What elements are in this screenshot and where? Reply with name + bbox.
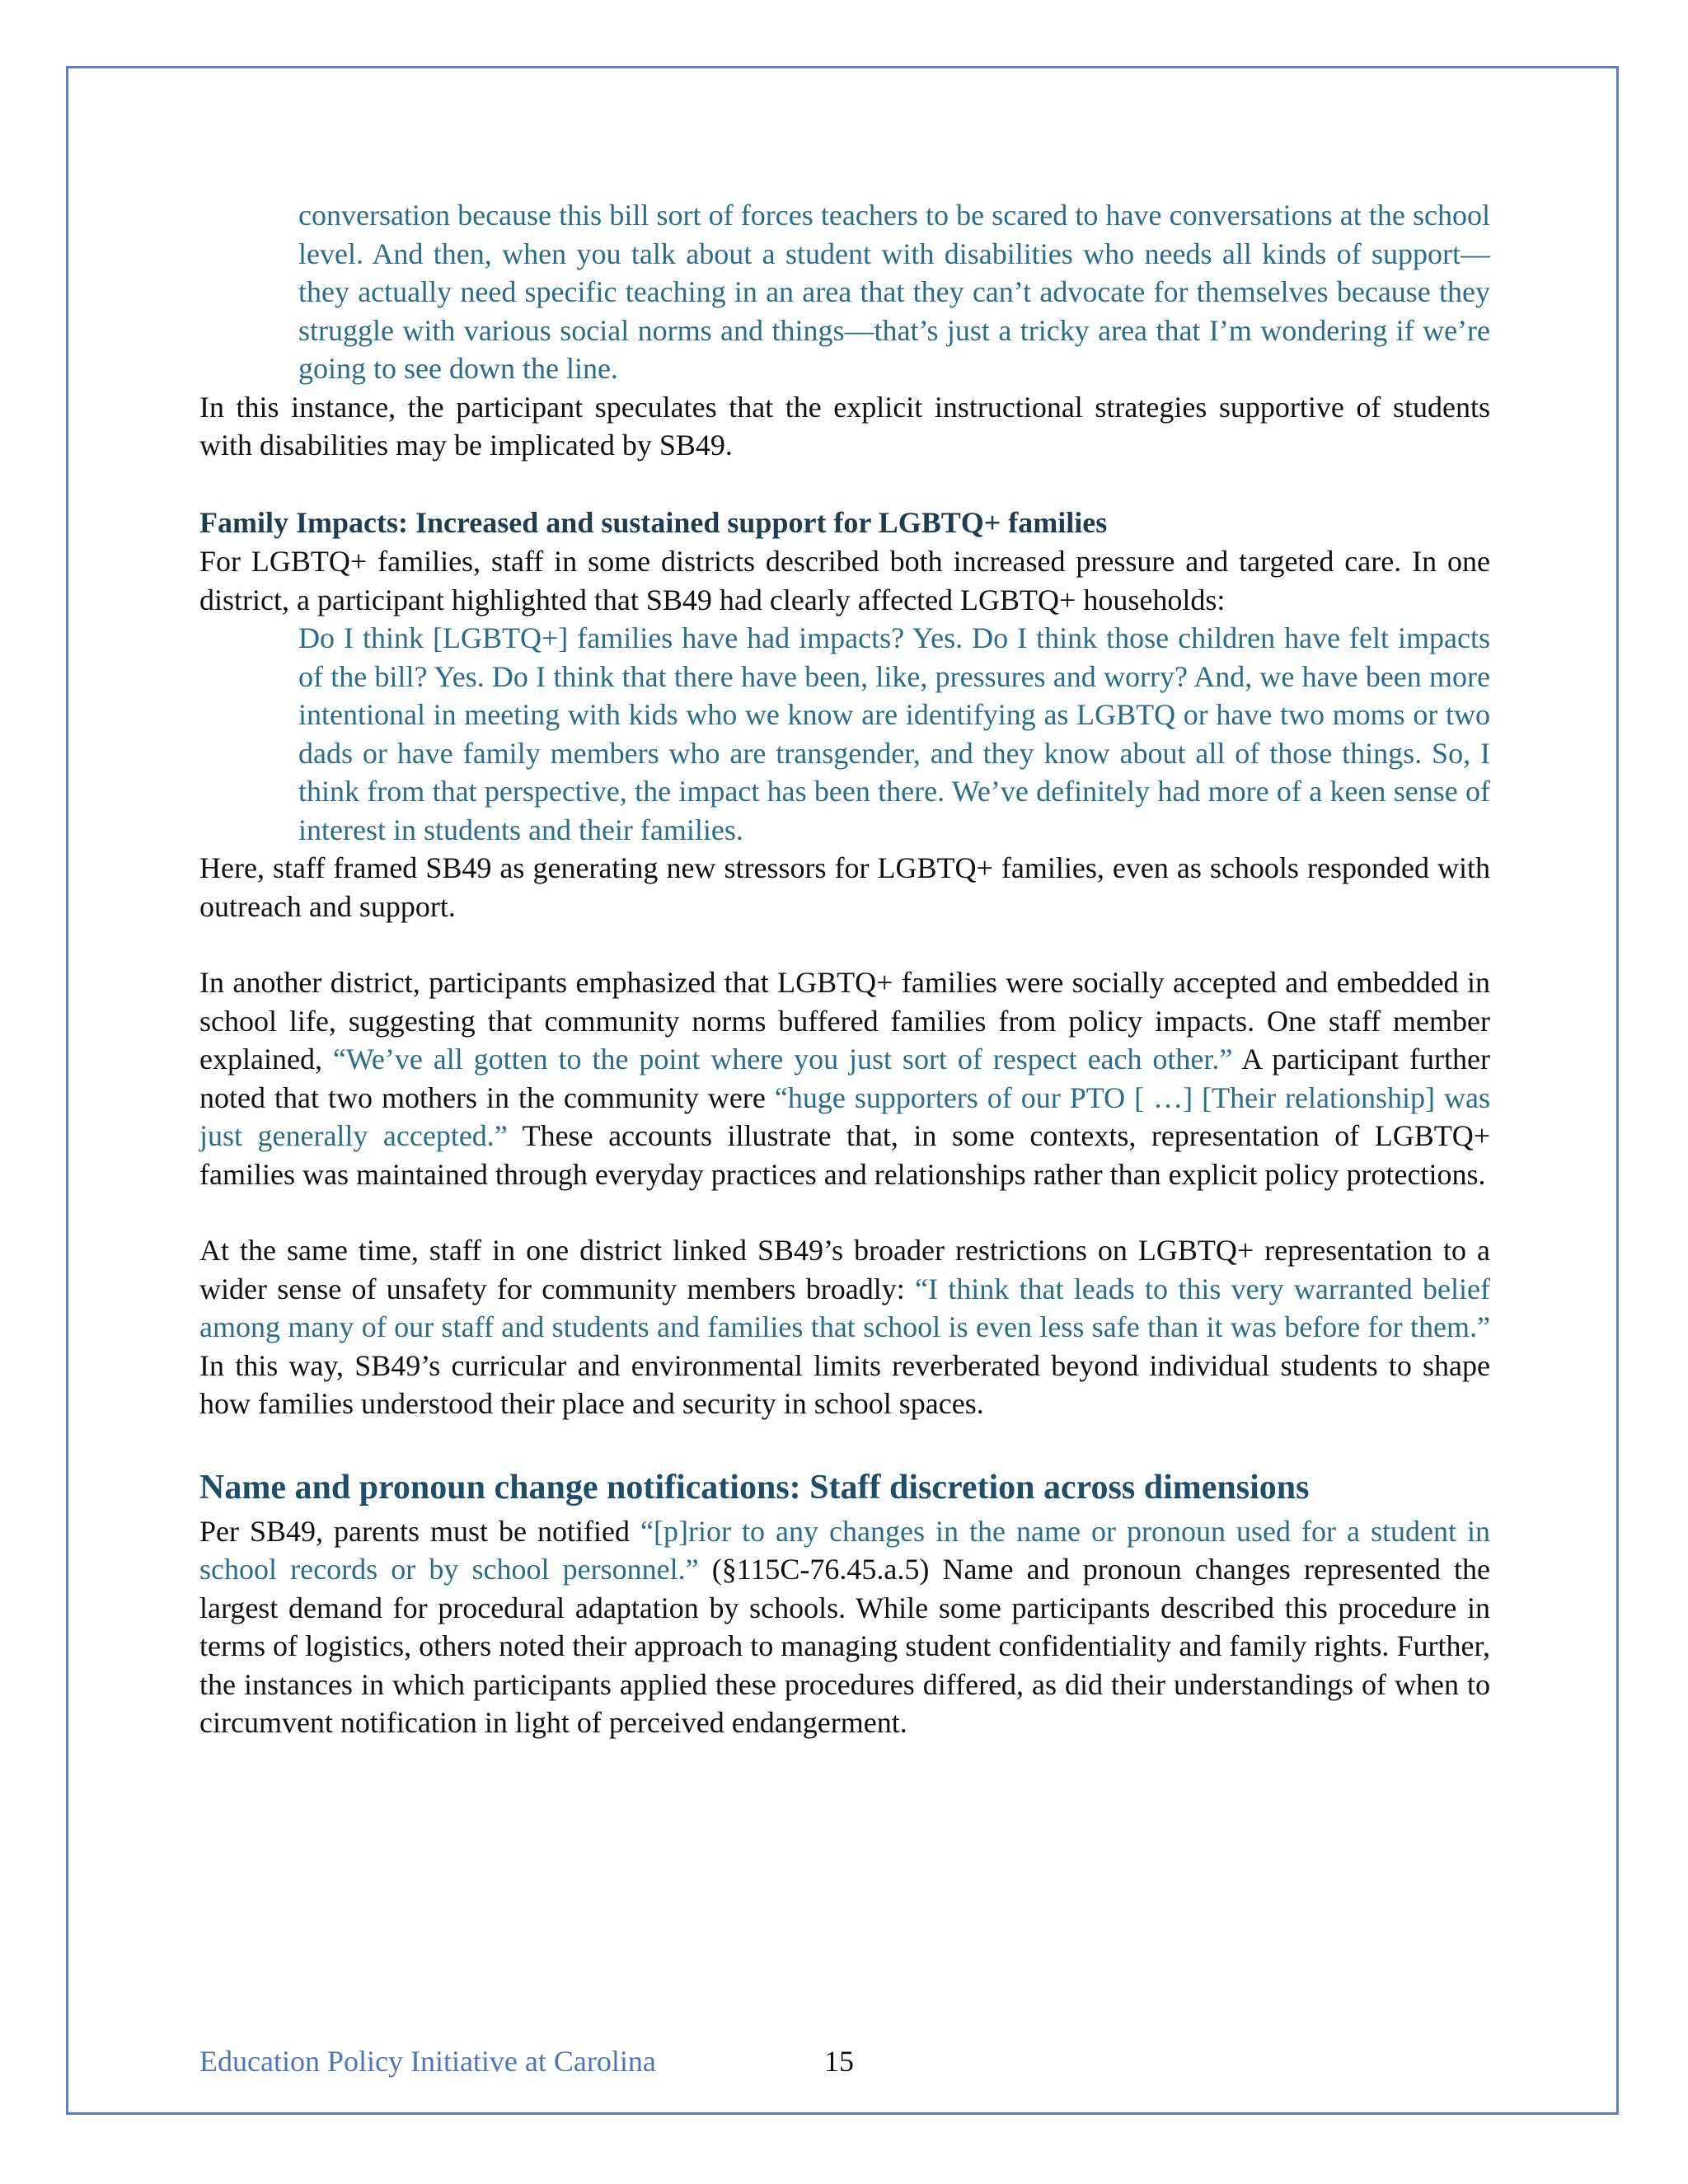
inline-quote: “huge supporters of our PTO [ …] [Their relationship] was just generally accepted.”	[199, 1080, 1490, 1152]
page-number: 15	[824, 2045, 854, 2078]
paragraph-disabilities-commentary: In this instance, the participant speculates that the explicit instructional strategies supportive of students with disabilities may be implicated by SB49.	[199, 390, 1490, 462]
text-run: At the same time, staff in one district linked SB49’s broader restrictions on LGBTQ+ representation to a wider sense of unsafety for community members broadly:	[199, 1234, 1490, 1305]
footer-organization: Education Policy Initiative at Carolina	[199, 2045, 656, 2078]
paragraph-gap	[199, 1193, 1490, 1231]
document-body	[199, 196, 1490, 1742]
inline-quote: “I think that leads to this very warranted belief among many of our staff and students and families that school is even less safe than it was before for them.”	[199, 1272, 1491, 1343]
paragraph-social-acceptance	[199, 963, 1490, 1193]
paragraph-family-stressors: Here, staff framed SB49 as generating new stressors for LGBTQ+ families, even as schools responded with outreach and support.	[199, 851, 1490, 923]
text-run: Per SB49, parents must be notified	[199, 1514, 641, 1548]
text-run: In this way, SB49’s curricular and environmental limits reverberated beyond individual students to shape how families understood their place and security in school spaces.	[199, 1348, 1490, 1420]
text-run: (§115C-76.45.a.5) Name and pronoun changes represented the largest demand for procedural adaptation by schools. While some participants described this procedure in terms of logistics, others noted their approach to managing student confidentiality and family rights. Further, the instances in which participants applied these procedures differed, as did their understandings of when to circumvent notification in light of perceived endangerment.	[199, 1553, 1490, 1739]
paragraph-gap	[199, 926, 1490, 963]
text-run: A participant further noted that two mothers in the community were	[199, 1043, 1491, 1114]
paragraph-family-intro: For LGBTQ+ families, staff in some districts described both increased pressure and targeted care. In one district, a participant highlighted that SB49 had clearly affected LGBTQ+ households:	[199, 545, 1490, 616]
paragraph-name-pronoun	[199, 1512, 1490, 1742]
section-heading-name-pronoun: Name and pronoun change notifications: Staff discretion across dimensions	[199, 1468, 1310, 1507]
text-run: In another district, participants emphasized that LGBTQ+ families were socially accepted and embedded in school life, suggesting that community norms buffered families from policy impacts. One staff member explained,	[199, 966, 1490, 1076]
text-run: These accounts illustrate that, in some contexts, representation of LGBTQ+ families was maintained through everyday practices and relationships rather than explicit policy protections.	[199, 1119, 1490, 1191]
paragraph-unsafety	[199, 1231, 1490, 1423]
inline-quote: “[p]rior to any changes in the name or pronoun used for a student in school records or by school personnel.”	[199, 1514, 1490, 1586]
subheading-family-impacts: Family Impacts: Increased and sustained support for LGBTQ+ families	[199, 505, 1108, 539]
inline-quote: “We’ve all gotten to the point where you just sort of respect each other.”	[332, 1043, 1233, 1076]
block-quote-disabilities: conversation because this bill sort of forces teachers to be scared to have conversations at the school level. And then, when you talk about a student with disabilities who needs all kinds of support—they actually need specific teaching in an area that they can’t advocate for themselves because they struggle with various social norms and things—that’s just a tricky area that I’m wondering if we’re going to see down the line.	[298, 199, 1490, 385]
block-quote-family-impacts: Do I think [LGBTQ+] families have had impacts? Yes. Do I think those children have felt impacts of the bill? Yes. Do I think that there have been, like, pressures and worry? And, we have been more intentional in meeting with kids who we know are identifying as LGBTQ or have two moms or two dads or have family members who are transgender, and they know about all of those things. So, I think from that perspective, the impact has been there. We’ve definitely had more of a keen sense of interest in students and their families.	[298, 621, 1490, 846]
